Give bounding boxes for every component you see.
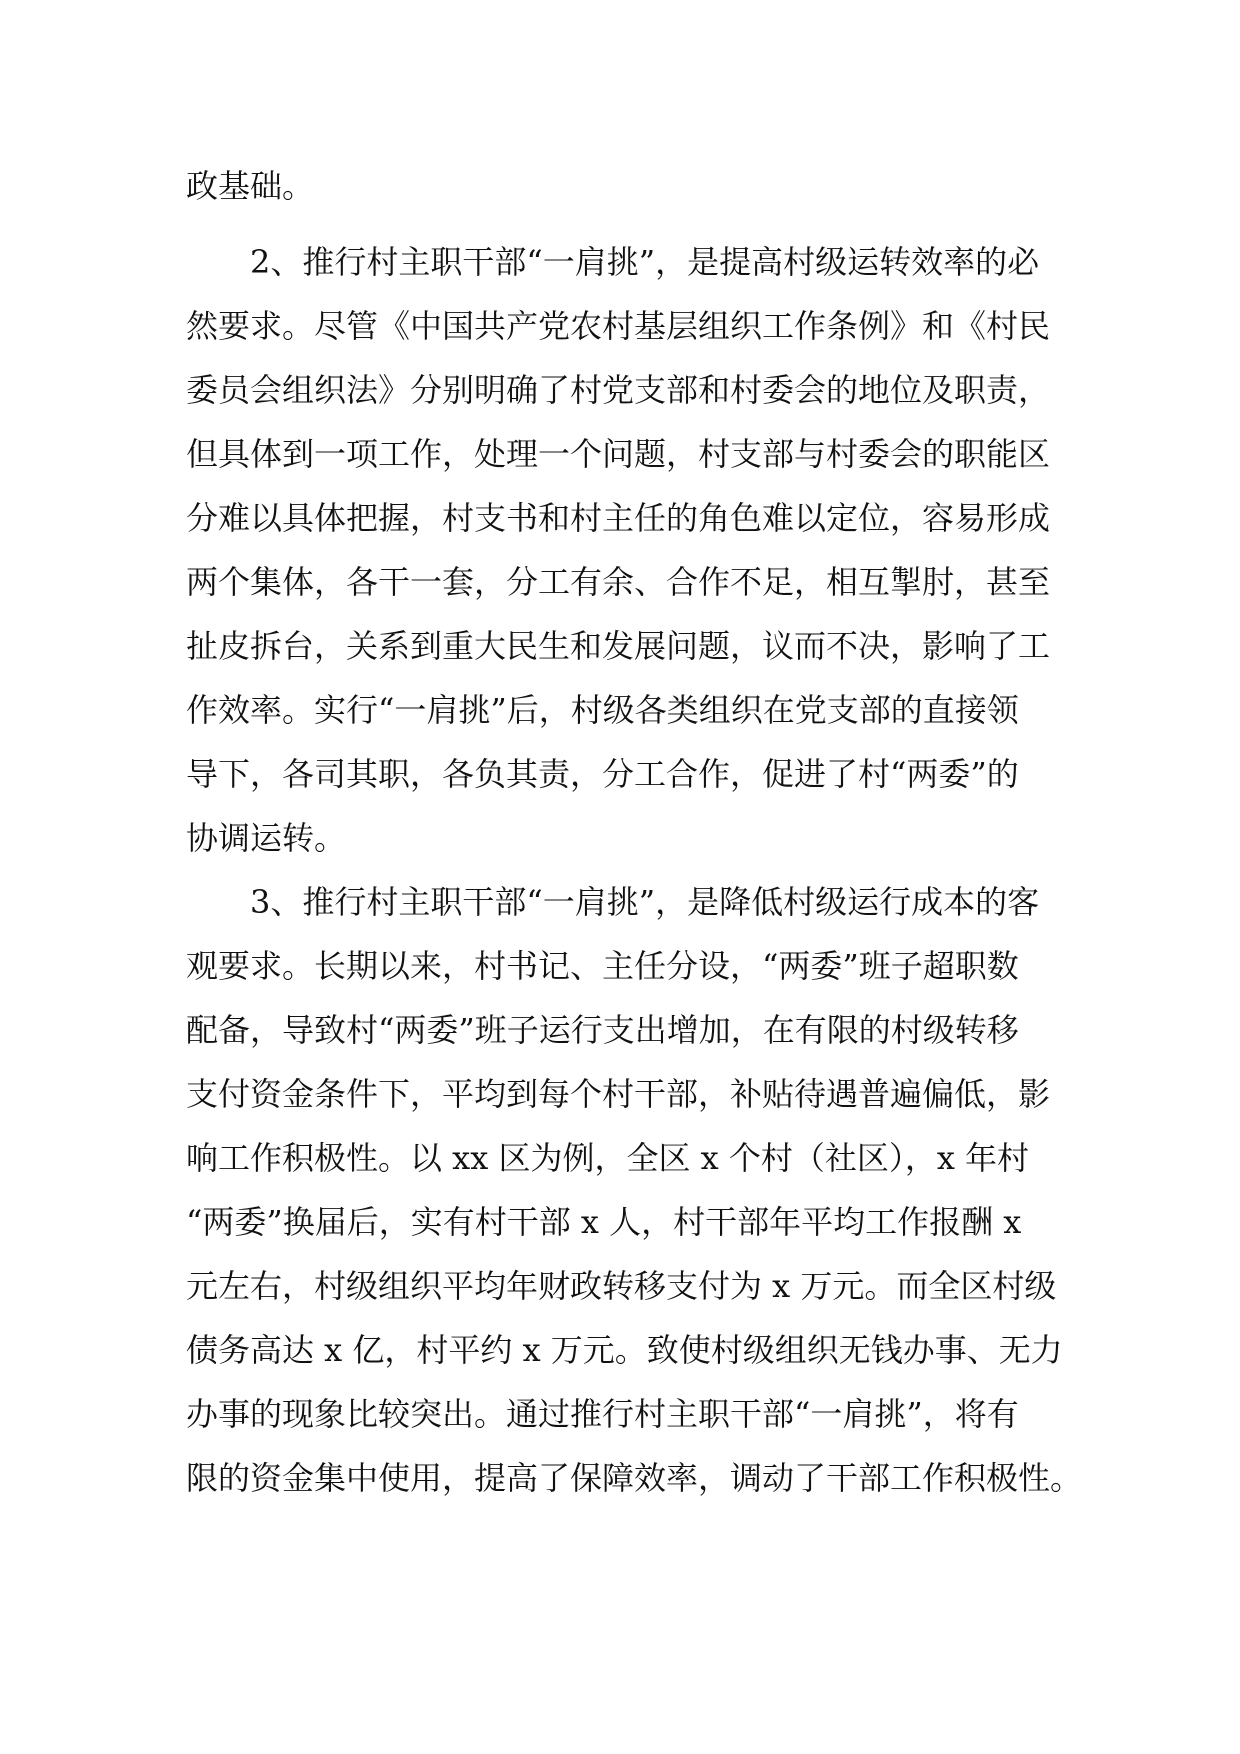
- text-line: 然要求。尽管《中国共产党农村基层组织工作条例》和《村民: [186, 307, 1051, 345]
- text-line: 响工作积极性。以 xx 区为例，全区 x 个村（社区），x 年村: [186, 1139, 1030, 1177]
- text-line: 债务高达 x 亿，村平约 x 万元。致使村级组织无钱办事、无力: [186, 1331, 1063, 1369]
- text-line: 作效率。实行“一肩挑”后，村级各类组织在党支部的直接领: [186, 691, 1019, 729]
- text-line: 扯皮拆台，关系到重大民生和发展问题，议而不决，影响了工: [186, 627, 1051, 665]
- paragraph-3-first-line: 3、推行村主职干部“一肩挑”，是降低村级运行成本的客: [250, 883, 1040, 921]
- text-line: 元左右，村级组织平均年财政转移支付为 x 万元。而全区村级: [186, 1267, 1057, 1305]
- text-line: 但具体到一项工作，处理一个问题，村支部与村委会的职能区: [186, 435, 1051, 473]
- document-body: [186, 166, 1083, 1510]
- text-line: 观要求。长期以来，村书记、主任分设，“两委”班子超职数: [186, 947, 1019, 985]
- text-line: 委员会组织法》分别明确了村党支部和村委会的地位及职责，: [186, 371, 1051, 409]
- text-line: 配备，导致村“两委”班子运行支出增加，在有限的村级转移: [186, 1011, 1019, 1049]
- text-line: 导下，各司其职，各负其责，分工合作，促进了村“两委”的: [186, 755, 1019, 793]
- text-line: 两个集体，各干一套，分工有余、合作不足，相互掣肘，甚至: [186, 563, 1051, 601]
- text-line: 限的资金集中使用，提高了保障效率，调动了干部工作积极性。: [186, 1459, 1083, 1497]
- text-line: 协调运转。: [186, 819, 347, 857]
- paragraph-2-first-line: 2、推行村主职干部“一肩挑”，是提高村级运转效率的必: [250, 243, 1040, 281]
- text-line: 支付资金条件下，平均到每个村干部，补贴待遇普遍偏低，影: [186, 1075, 1051, 1113]
- text-line: “两委”换届后，实有村干部 x 人，村干部年平均工作报酬 x: [186, 1203, 1022, 1241]
- text-line: 政基础。: [186, 167, 315, 205]
- text-line: 办事的现象比较突出。通过推行村主职干部“一肩挑”，将有: [186, 1395, 1019, 1433]
- text-line: 分难以具体把握，村支书和村主任的角色难以定位，容易形成: [186, 499, 1051, 537]
